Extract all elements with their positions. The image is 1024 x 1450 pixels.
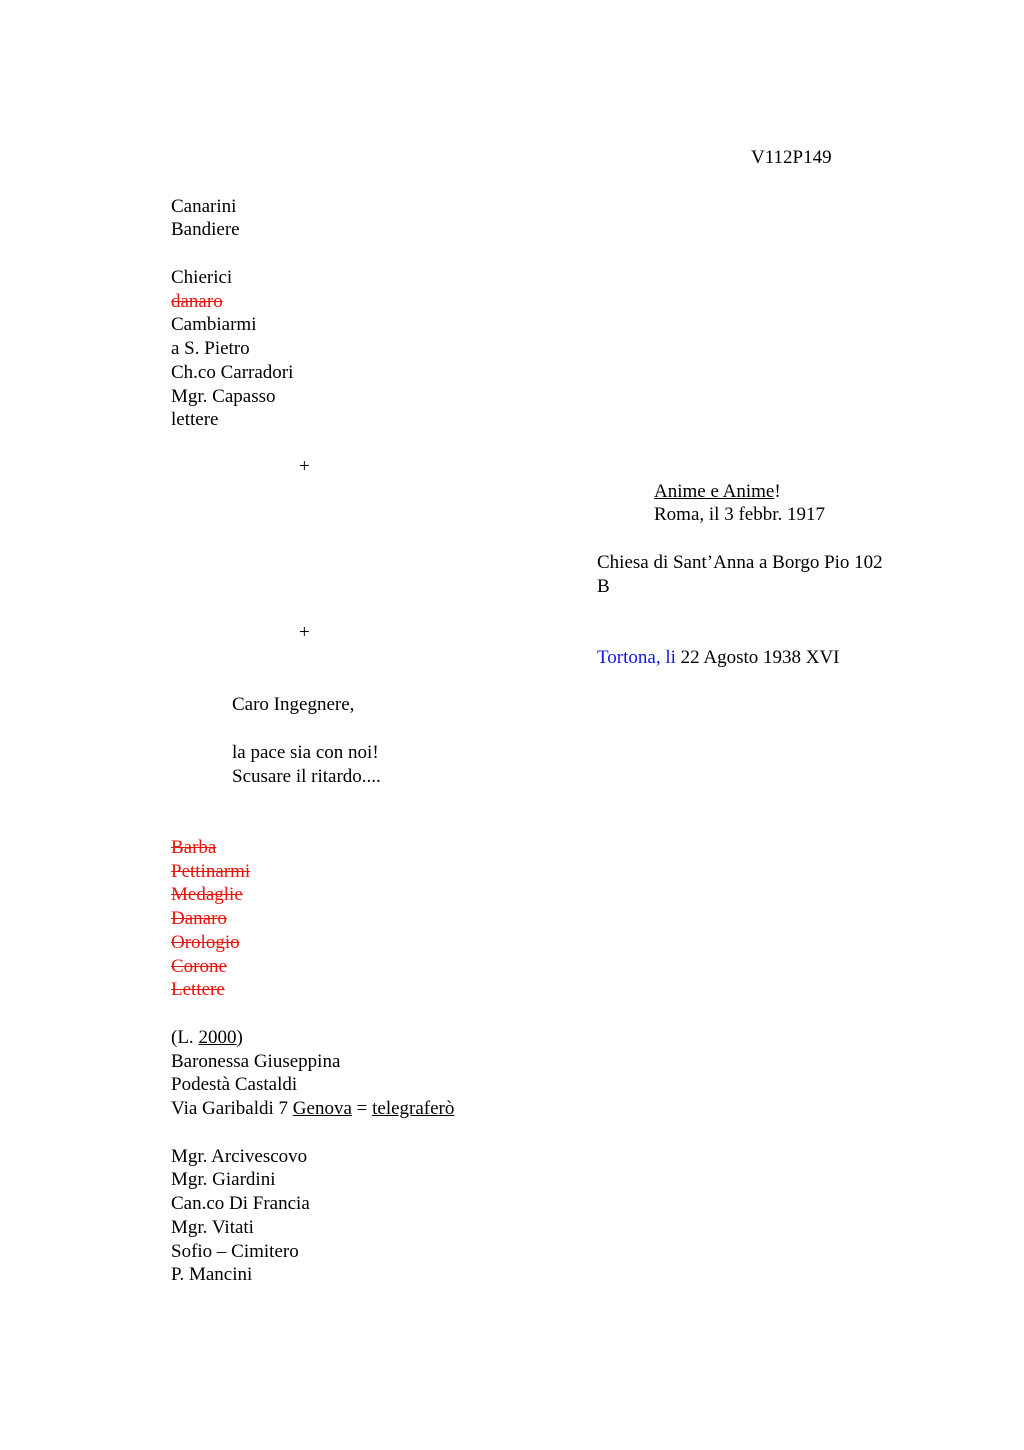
church-address: Chiesa di Sant’Anna a Borgo Pio 102 bbox=[597, 552, 883, 573]
church-address-suffix: B bbox=[597, 576, 610, 597]
exclamation: ! bbox=[774, 481, 781, 502]
telegraph-note: telegraferò bbox=[372, 1098, 455, 1119]
struck-list-item: Medaglie bbox=[171, 884, 243, 905]
struck-list-item: Barba bbox=[171, 837, 217, 858]
place-tortona: Tortona, li bbox=[597, 647, 676, 668]
list-item: Cambiarmi bbox=[171, 314, 257, 335]
cross-symbol: + bbox=[299, 456, 310, 477]
person-item: Mgr. Giardini bbox=[171, 1169, 276, 1190]
city: Genova bbox=[292, 1098, 352, 1119]
struck-list-item: Corone bbox=[171, 956, 227, 977]
person-item: P. Mancini bbox=[171, 1264, 253, 1285]
person-item: Mgr. Vitati bbox=[171, 1217, 254, 1238]
letter-salutation: Caro Ingegnere, bbox=[232, 694, 355, 715]
person-item: Mgr. Arcivescovo bbox=[171, 1146, 308, 1167]
list-item: Canarini bbox=[171, 196, 237, 217]
date-tortona: 22 Agosto 1938 XVI bbox=[675, 647, 840, 668]
struck-list-item: Lettere bbox=[171, 979, 225, 1000]
list-item: Bandiere bbox=[171, 219, 240, 240]
list-item: Ch.co Carradori bbox=[171, 362, 294, 383]
person-item: Sofio – Cimitero bbox=[171, 1241, 299, 1262]
struck-list-item: Orologio bbox=[171, 932, 240, 953]
anime-underlined: Anime e Anime bbox=[654, 481, 775, 502]
list-item: lettere bbox=[171, 409, 219, 430]
struck-list-item: danaro bbox=[171, 291, 223, 312]
list-item: a S. Pietro bbox=[171, 338, 250, 359]
address-title: Podestà Castaldi bbox=[171, 1074, 298, 1095]
heading-anime bbox=[654, 480, 781, 504]
street: Via Garibaldi 7 bbox=[171, 1098, 293, 1119]
list-item: Mgr. Capasso bbox=[171, 386, 276, 407]
address-street bbox=[171, 1097, 454, 1121]
amount-value: 2000 bbox=[198, 1027, 237, 1048]
equals-sign: = bbox=[351, 1098, 373, 1119]
letter-line: Scusare il ritardo.... bbox=[232, 766, 381, 787]
place-date-tortona bbox=[597, 646, 840, 670]
place-date-roma: Roma, il 3 febbr. 1917 bbox=[654, 504, 825, 525]
page-code: V112P149 bbox=[751, 147, 832, 168]
address-name: Baronessa Giuseppina bbox=[171, 1051, 341, 1072]
amount-close: ) bbox=[236, 1027, 243, 1048]
struck-list-item: Danaro bbox=[171, 908, 227, 929]
struck-list-item: Pettinarmi bbox=[171, 861, 251, 882]
person-item: Can.co Di Francia bbox=[171, 1193, 310, 1214]
letter-line: la pace sia con noi! bbox=[232, 742, 379, 763]
list-item: Chierici bbox=[171, 267, 233, 288]
amount-open: (L. bbox=[171, 1027, 199, 1048]
amount-line bbox=[171, 1026, 243, 1050]
cross-symbol: + bbox=[299, 622, 310, 643]
